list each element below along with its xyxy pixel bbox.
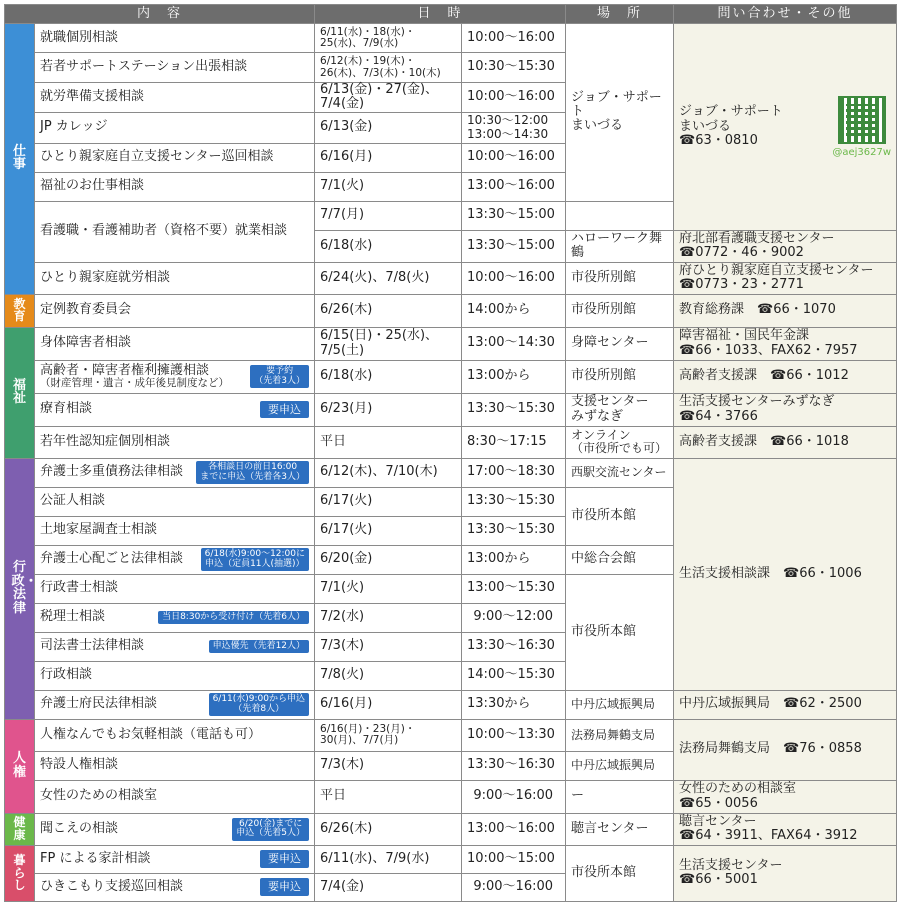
item-place: 西駅交流センター bbox=[566, 458, 674, 487]
item-name: 土地家屋調査士相談 bbox=[35, 516, 315, 545]
item-name: 特設人権相談 bbox=[35, 751, 315, 780]
item-cell bbox=[35, 813, 315, 845]
item-contact: 高齢者支援課 ☎66・1012 bbox=[674, 360, 897, 393]
item-time: 13:30〜16:30 bbox=[462, 632, 566, 661]
item-time: 10:00〜16:00 bbox=[462, 143, 566, 172]
jobsupport-contact: ジョブ・サポート まいづる ☎63・0810 bbox=[679, 104, 783, 148]
item-time: 10:30〜15:30 bbox=[462, 53, 566, 83]
item-place: ー bbox=[566, 780, 674, 813]
item-name: 療育相談 bbox=[40, 401, 93, 417]
item-place: 市役所本館 bbox=[566, 845, 674, 901]
item-time: 10:00〜16:00 bbox=[462, 262, 566, 294]
item-name: 弁護士多重債務法律相談 bbox=[40, 464, 184, 480]
item-date: 6/18(水) bbox=[315, 360, 462, 393]
item-place: 市役所別館 bbox=[566, 360, 674, 393]
item-time: 10:00〜16:00 bbox=[462, 83, 566, 113]
category-health: 健康 bbox=[5, 813, 35, 845]
item-place: 中総合会館 bbox=[566, 545, 674, 574]
item-date: 7/8(火) bbox=[315, 661, 462, 690]
item-date: 7/1(火) bbox=[315, 574, 462, 603]
header-content: 内 容 bbox=[5, 5, 315, 24]
item-contact: 生活支援センター ☎66・5001 bbox=[674, 845, 897, 901]
item-time: 13:00〜15:30 bbox=[462, 574, 566, 603]
item-name: 弁護士心配ごと法律相談 bbox=[40, 551, 184, 567]
item-time: 13:30から bbox=[462, 690, 566, 719]
item-date: 6/26(木) bbox=[315, 813, 462, 845]
item-date: 7/4(金) bbox=[315, 873, 462, 901]
item-date: 7/7(月) bbox=[315, 201, 462, 230]
item-name: 若年性認知症個別相談 bbox=[35, 426, 315, 458]
item-place: 身障センター bbox=[566, 327, 674, 360]
qr-code-icon[interactable] bbox=[838, 96, 886, 144]
header-place: 場 所 bbox=[566, 5, 674, 24]
item-date: 6/12(木)、7/10(木) bbox=[315, 458, 462, 487]
item-date: 7/3(木) bbox=[315, 751, 462, 780]
item-contact: 法務局舞鶴支局 ☎76・0858 bbox=[674, 719, 897, 780]
header-datetime: 日 時 bbox=[315, 5, 566, 24]
item-cell bbox=[35, 690, 315, 719]
application-badge: 6/18(水)9:00〜12:00に 申込（定員11人(抽選)） bbox=[201, 548, 309, 571]
item-name: 看護職・看護補助者（資格不要）就業相談 bbox=[35, 201, 315, 262]
item-time: 10:00〜13:30 bbox=[462, 719, 566, 751]
item-place: 市役所本館 bbox=[566, 574, 674, 690]
item-date: 6/26(木) bbox=[315, 294, 462, 327]
item-cell bbox=[35, 458, 315, 487]
table-row bbox=[5, 327, 897, 360]
item-place: 聴言センター bbox=[566, 813, 674, 845]
item-name: 行政書士相談 bbox=[35, 574, 315, 603]
item-name: 就職個別相談 bbox=[35, 24, 315, 53]
table-row bbox=[5, 690, 897, 719]
item-time: 14:00から bbox=[462, 294, 566, 327]
item-contact: 高齢者支援課 ☎66・1018 bbox=[674, 426, 897, 458]
item-cell bbox=[35, 393, 315, 426]
item-date: 6/16(月)・23(月)・30(月)、7/7(月) bbox=[315, 719, 462, 751]
application-badge: 要申込 bbox=[260, 850, 309, 868]
category-welfare: 福祉 bbox=[5, 327, 35, 458]
item-date: 6/16(月) bbox=[315, 143, 462, 172]
item-time: 13:30〜15:30 bbox=[462, 487, 566, 516]
item-date: 6/18(水) bbox=[315, 230, 462, 262]
category-work: 仕事 bbox=[5, 24, 35, 295]
item-date: 平日 bbox=[315, 780, 462, 813]
item-place: 市役所別館 bbox=[566, 262, 674, 294]
item-name: JP カレッジ bbox=[35, 112, 315, 143]
item-contact: 生活支援センターみずなぎ ☎64・3766 bbox=[674, 393, 897, 426]
item-place: ハローワーク舞鶴 bbox=[566, 230, 674, 262]
item-contact: 女性のための相談室 ☎65・0056 bbox=[674, 780, 897, 813]
item-time: 13:00から bbox=[462, 360, 566, 393]
application-badge: 6/11(水)9:00から申込 （先着8人） bbox=[209, 693, 309, 716]
item-date: 6/16(月) bbox=[315, 690, 462, 719]
item-date: 6/15(日)・25(水)、7/5(土) bbox=[315, 327, 462, 360]
item-place: 中丹広域振興局 bbox=[566, 690, 674, 719]
item-cell bbox=[35, 603, 315, 632]
table-row bbox=[5, 813, 897, 845]
item-date: 6/11(水)、7/9(水) bbox=[315, 845, 462, 873]
table-row bbox=[5, 262, 897, 294]
table-row bbox=[5, 393, 897, 426]
item-name: 聞こえの相談 bbox=[40, 820, 119, 836]
item-name: 税理士相談 bbox=[40, 609, 106, 625]
item-name: 弁護士府民法律相談 bbox=[40, 696, 158, 712]
item-time: 13:00から bbox=[462, 545, 566, 574]
application-badge: 6/20(金)までに 申込（先着5人） bbox=[232, 818, 309, 841]
item-place: オンライン （市役所でも可） bbox=[566, 426, 674, 458]
item-contact: 障害福祉・国民年金課 ☎66・1033、FAX62・7957 bbox=[674, 327, 897, 360]
item-contact: 生活支援相談課 ☎66・1006 bbox=[674, 458, 897, 690]
item-contact: 中丹広域振興局 ☎62・2500 bbox=[674, 690, 897, 719]
item-contact bbox=[674, 24, 897, 231]
item-name: 女性のための相談室 bbox=[35, 780, 315, 813]
header-contact: 問い合わせ・その他 bbox=[674, 5, 897, 24]
item-time: 13:30〜15:00 bbox=[462, 201, 566, 230]
item-place: 市役所別館 bbox=[566, 294, 674, 327]
item-contact: 府ひとり親家庭自立支援センター ☎0773・23・2771 bbox=[674, 262, 897, 294]
item-time: 8:30〜17:15 bbox=[462, 426, 566, 458]
item-time: 13:00〜16:00 bbox=[462, 813, 566, 845]
item-name: 公証人相談 bbox=[35, 487, 315, 516]
item-time: 17:00〜18:30 bbox=[462, 458, 566, 487]
item-cell bbox=[35, 360, 315, 393]
item-date: 6/17(火) bbox=[315, 516, 462, 545]
item-time: 9:00〜16:00 bbox=[462, 780, 566, 813]
item-name: 身体障害者相談 bbox=[35, 327, 315, 360]
item-contact: 教育総務課 ☎66・1070 bbox=[674, 294, 897, 327]
category-education: 教育 bbox=[5, 294, 35, 327]
table-row bbox=[5, 360, 897, 393]
item-place: 支援センター みずなぎ bbox=[566, 393, 674, 426]
item-cell bbox=[35, 632, 315, 661]
item-date: 6/20(金) bbox=[315, 545, 462, 574]
item-place: 中丹広域振興局 bbox=[566, 751, 674, 780]
table-row bbox=[5, 426, 897, 458]
item-date: 7/1(火) bbox=[315, 172, 462, 201]
item-date: 6/13(金)・27(金)、7/4(金) bbox=[315, 83, 462, 113]
item-name: FP による家計相談 bbox=[40, 850, 151, 866]
line-handle: @aej3627w bbox=[832, 146, 892, 158]
category-life: 暮らし bbox=[5, 845, 35, 901]
item-time: 13:30〜16:30 bbox=[462, 751, 566, 780]
table-row bbox=[5, 458, 897, 487]
item-cell bbox=[35, 845, 315, 873]
item-place: 法務局舞鶴支局 bbox=[566, 719, 674, 751]
item-place-empty bbox=[566, 201, 674, 230]
item-name: 行政相談 bbox=[35, 661, 315, 690]
item-name: 福祉のお仕事相談 bbox=[35, 172, 315, 201]
consultation-schedule-table bbox=[4, 4, 897, 902]
item-place: ジョブ・サポート まいづる bbox=[566, 24, 674, 202]
item-contact: 聴言センター ☎64・3911、FAX64・3912 bbox=[674, 813, 897, 845]
table-row bbox=[5, 845, 897, 873]
item-time: 10:00〜16:00 bbox=[462, 24, 566, 53]
table-row bbox=[5, 294, 897, 327]
item-name: 若者サポートステーション出張相談 bbox=[35, 53, 315, 83]
item-name: ひとり親家庭自立支援センター巡回相談 bbox=[35, 143, 315, 172]
item-contact: 府北部看護職支援センター ☎0772・46・9002 bbox=[674, 230, 897, 262]
item-date: 6/23(月) bbox=[315, 393, 462, 426]
item-name: 高齢者・障害者権利擁護相談 bbox=[40, 362, 210, 378]
item-time: 13:30〜15:30 bbox=[462, 516, 566, 545]
application-badge: 当日8:30から受け付け（先着6人） bbox=[158, 611, 309, 624]
item-name: 人権なんでもお気軽相談（電話も可） bbox=[35, 719, 315, 751]
item-name: ひとり親家庭就労相談 bbox=[35, 262, 315, 294]
item-date: 6/13(金) bbox=[315, 112, 462, 143]
item-date: 平日 bbox=[315, 426, 462, 458]
item-date: 6/12(木)・19(木)・26(木)、7/3(木)・10(木) bbox=[315, 53, 462, 83]
item-cell bbox=[35, 545, 315, 574]
item-date: 7/2(水) bbox=[315, 603, 462, 632]
item-name: 就労準備支援相談 bbox=[35, 83, 315, 113]
item-name: 司法書士法律相談 bbox=[40, 638, 145, 654]
item-time: 13:00〜14:30 bbox=[462, 327, 566, 360]
item-date: 6/17(火) bbox=[315, 487, 462, 516]
table-header bbox=[5, 5, 897, 24]
category-human-rights: 人権 bbox=[5, 719, 35, 813]
item-date: 7/3(木) bbox=[315, 632, 462, 661]
item-name: 定例教育委員会 bbox=[35, 294, 315, 327]
application-badge: 申込優先（先着12人） bbox=[209, 640, 309, 653]
application-badge: 各相談日の前日16:00 までに申込（先着各3人） bbox=[196, 461, 309, 484]
item-time: 10:00〜15:00 bbox=[462, 845, 566, 873]
item-note: （財産管理・遺言・成年後見制度など） bbox=[40, 377, 229, 390]
category-law: 行政・法律 bbox=[5, 458, 35, 719]
item-time: 10:30〜12:00 13:00〜14:30 bbox=[462, 112, 566, 143]
item-time: 13:30〜15:00 bbox=[462, 230, 566, 262]
item-date: 6/24(火)、7/8(火) bbox=[315, 262, 462, 294]
application-badge: 要申込 bbox=[260, 401, 309, 419]
table-row bbox=[5, 719, 897, 751]
item-time: 13:30〜15:30 bbox=[462, 393, 566, 426]
item-name: ひきこもり支援巡回相談 bbox=[40, 878, 184, 894]
table-row bbox=[5, 24, 897, 53]
item-place: 市役所本館 bbox=[566, 487, 674, 545]
item-cell bbox=[35, 873, 315, 901]
item-time: 13:00〜16:00 bbox=[462, 172, 566, 201]
item-time: 14:00〜15:30 bbox=[462, 661, 566, 690]
reservation-badge: 要予約 （先着3人） bbox=[250, 365, 309, 388]
item-date: 6/11(水)・18(水)・25(水)、7/9(水) bbox=[315, 24, 462, 53]
table-row bbox=[5, 780, 897, 813]
item-time: 9:00〜16:00 bbox=[462, 873, 566, 901]
item-time: 9:00〜12:00 bbox=[462, 603, 566, 632]
application-badge: 要申込 bbox=[260, 878, 309, 896]
